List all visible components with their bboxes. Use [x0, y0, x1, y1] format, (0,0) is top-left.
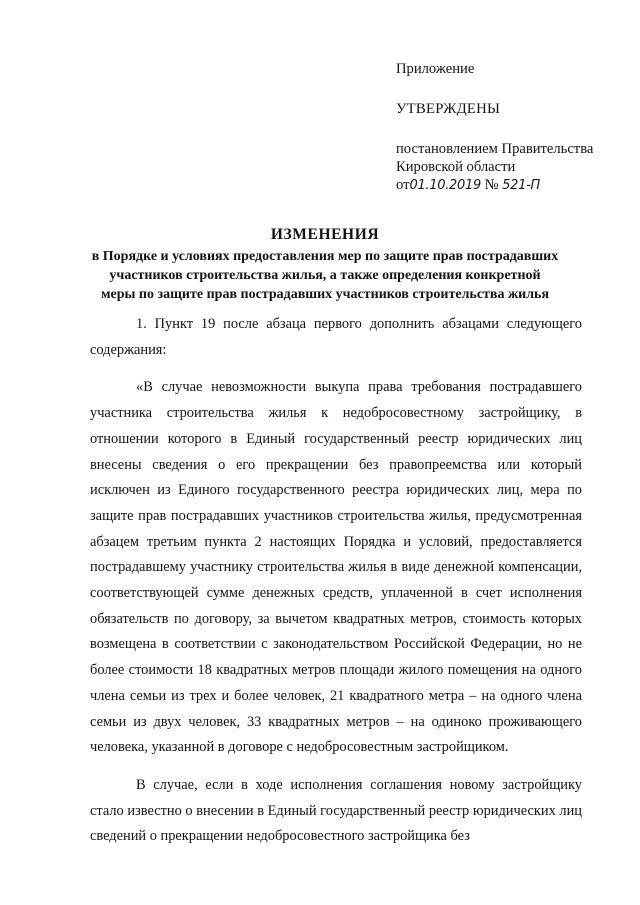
- decree-line-2: Кировской области: [396, 159, 516, 175]
- subtitle-line-3: меры по защите прав пострадавших участников строительства жилья: [100, 287, 550, 302]
- paragraph-1: 1. Пункт 19 после абзаца первого дополнить абзацами следующего содержания:: [90, 316, 582, 358]
- decree-date: 01.10.2019: [409, 178, 481, 193]
- approved-label: УТВЕРЖДЕНЫ: [396, 101, 501, 117]
- decree-date-line: [396, 176, 632, 195]
- approval-stamp: [396, 60, 632, 195]
- decree-line-1: постановлением Правительства: [396, 141, 594, 157]
- subtitle-line-2: участников строительства жилья, а также определения конкретной: [109, 268, 541, 283]
- number-sign: №: [484, 177, 499, 193]
- document-subtitle: [60, 247, 590, 304]
- paragraph-2: «В случае невозможности выкупа права требования пострадавшего участника строительства жилья к недобросовестному застройщику, в отношении которого в Единый государственный реестр юридических лиц внесены сведения о его прекращении без правопреемства или который исключен из Единого государственного реестра юридических лиц, мера по защите прав пострадавших участников строительства жилья, предусмотренная абзацем третьим пункта 2 настоящих Порядка и условий, предоставляется пострадавшему участнику строительства жилья в виде денежной компенсации, соответствующей сумме денежных средств, уплаченной в счет исполнения обязательств по договору, за вычетом квадратных метров, стоимость которых возмещена в соответствии с законодательством Российской Федерации, но не более стоимости 18 квадратных метров площади жилого помещения на одного члена семьи из трех и более человек, 21 квадратного метра – на одного члена семьи из двух человек, 33 квадратных метров – на одиноко проживающего человека, указанной в договоре с недобросовестным застройщиком.: [90, 379, 582, 756]
- paragraph-3: В случае, если в ходе исполнения соглашения новому застройщику стало известно о внесении в Единый государственный реестр юридических лиц сведений о прекращении недобросовестного застройщика без: [90, 776, 582, 845]
- subtitle-line-1: в Порядке и условиях предоставления мер по защите прав пострадавших: [91, 249, 559, 264]
- date-prefix: от: [396, 177, 410, 193]
- decree-number: 521-П: [502, 178, 540, 193]
- appendix-label: Приложение: [396, 61, 475, 77]
- document-body: [90, 312, 582, 850]
- decree-reference: [396, 140, 632, 195]
- document-heading: [60, 225, 590, 304]
- document-title: ИЗМЕНЕНИЯ: [270, 226, 380, 243]
